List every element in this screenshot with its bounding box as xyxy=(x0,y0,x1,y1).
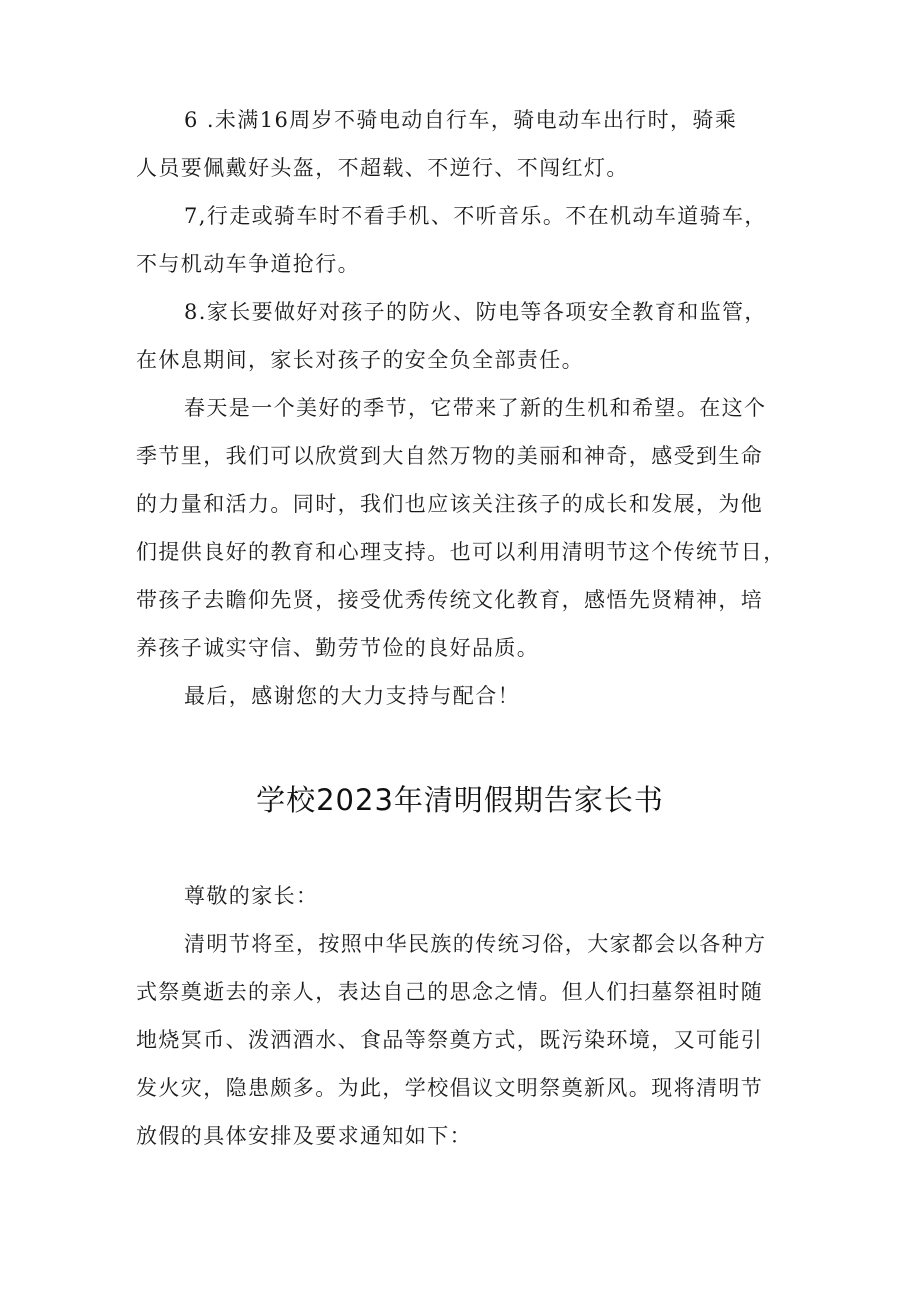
paragraph-line: 带孩子去瞻仰先贤，接受优秀传统文化教育，感悟先贤精神，培 xyxy=(136,588,764,612)
document-body-part2 xyxy=(136,872,796,1160)
paragraph-line: 的力量和活力。同时，我们也应该关注孩子的成长和发展，为他 xyxy=(136,492,764,516)
paragraph-line: 季节里，我们可以欣赏到大自然万物的美丽和神奇，感受到生命 xyxy=(136,444,764,468)
document-title: 学校2023年清明假期告家长书 xyxy=(256,783,664,817)
salutation: 尊敬的家长： xyxy=(184,884,319,908)
paragraph-line: 式祭奠逝去的亲人，表达自己的思念之情。但人们扫墓祭祖时随 xyxy=(136,980,764,1004)
paragraph-line: 地烧冥币、泼洒酒水、食品等祭奠方式，既污染环境，又可能引 xyxy=(136,1028,764,1052)
paragraph-line: 们提供良好的教育和心理支持。也可以利用清明节这个传统节日， xyxy=(136,540,786,564)
paragraph-line: 发火灾，隐患颇多。为此，学校倡议文明祭奠新风。现将清明节 xyxy=(136,1076,764,1100)
document-body-part1 xyxy=(136,96,796,720)
paragraph-line: 8.家长要做好对孩子的防火、防电等各项安全教育和监管， xyxy=(184,300,767,324)
paragraph-line: 清明节将至，按照中华民族的传统习俗，大家都会以各种方 xyxy=(184,932,767,956)
paragraph-line: 不与机动车争道抢行。 xyxy=(136,252,360,276)
paragraph-line: 人员要佩戴好头盔，不超载、不逆行、不闯红灯。 xyxy=(136,156,629,180)
paragraph-line: 养孩子诚实守信、勤劳节俭的良好品质。 xyxy=(136,636,540,660)
paragraph-line: 春天是一个美好的季节，它带来了新的生机和希望。在这个 xyxy=(184,396,767,420)
paragraph-line: 7,行走或骑车时不看手机、不听音乐。不在机动车道骑车， xyxy=(184,204,767,228)
paragraph-line: 最后，感谢您的大力支持与配合！ xyxy=(184,684,520,708)
paragraph-line: 放假的具体安排及要求通知如下： xyxy=(136,1124,472,1148)
paragraph-line: 6 .未满16周岁不骑电动自行车，骑电动车出行时，骑乘 xyxy=(184,108,738,132)
paragraph-line: 在休息期间，家长对孩子的安全负全部责任。 xyxy=(136,348,584,372)
